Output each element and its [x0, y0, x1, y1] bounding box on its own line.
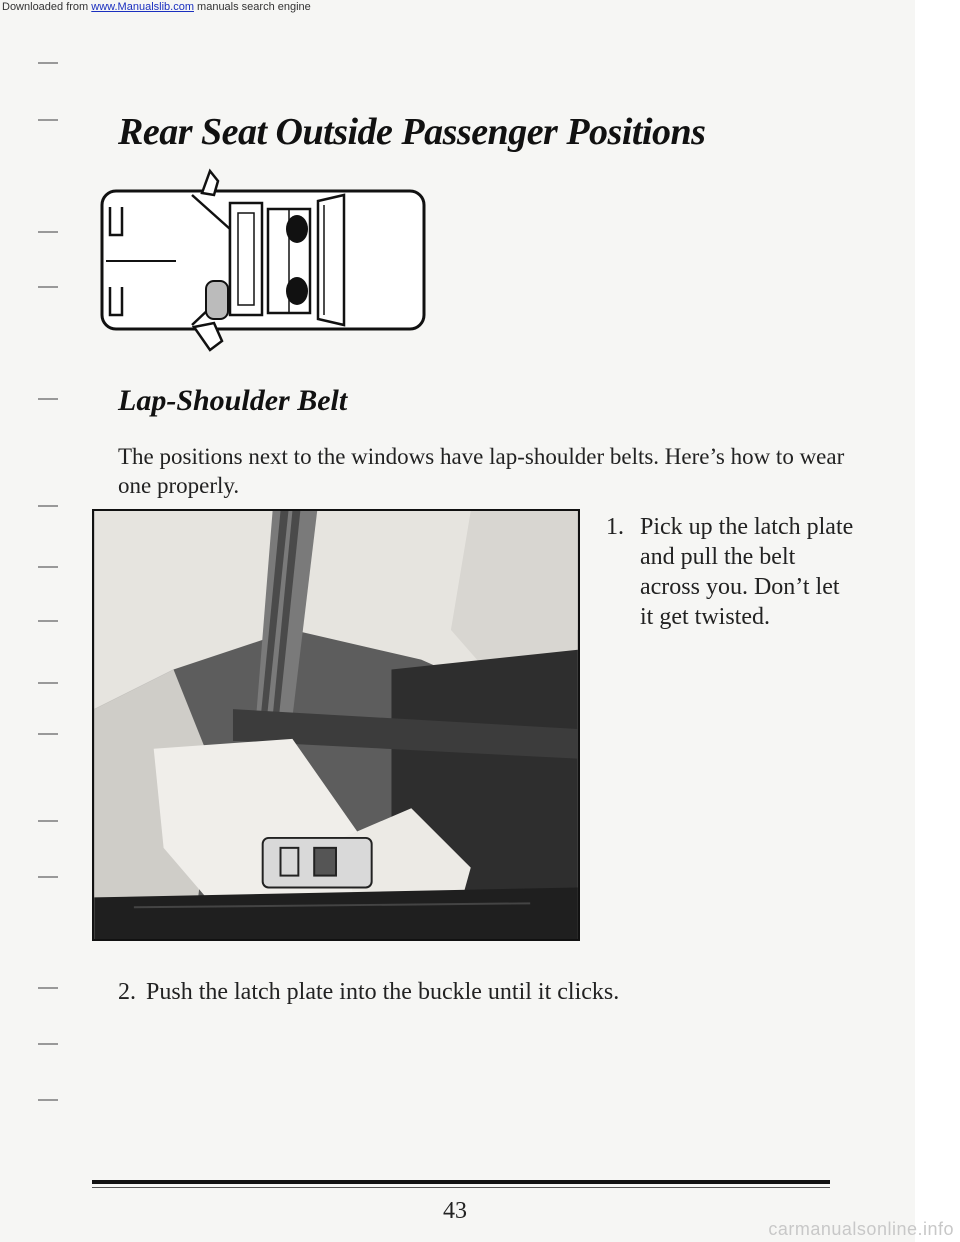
margin-mark: [38, 566, 58, 568]
margin-mark: [38, 1099, 58, 1101]
step-text: Push the latch plate into the buckle until it clicks.: [146, 979, 620, 1005]
car-seating-diagram: [98, 165, 430, 355]
page-number: 43: [443, 1198, 467, 1224]
seatbelt-photo: [92, 509, 580, 941]
seatbelt-illustration: [94, 511, 578, 939]
margin-mark: [38, 1043, 58, 1045]
step-1: [606, 512, 856, 632]
subsection-title: Lap-Shoulder Belt: [118, 384, 348, 417]
step-2: [118, 977, 619, 1007]
margin-mark: [38, 119, 58, 121]
margin-mark: [38, 733, 58, 735]
banner-prefix: Downloaded from: [2, 1, 92, 13]
step-number: 2.: [118, 979, 136, 1005]
manualslib-link[interactable]: www.Manualslib.com: [91, 1, 194, 13]
margin-mark: [38, 231, 58, 233]
margin-mark: [38, 876, 58, 878]
margin-mark: [38, 682, 58, 684]
watermark: carmanualsonline.info: [768, 1219, 954, 1239]
margin-mark: [38, 505, 58, 507]
margin-mark: [38, 398, 58, 400]
section-title: Rear Seat Outside Passenger Positions: [118, 111, 706, 153]
footer-rule-thin: [92, 1187, 830, 1188]
download-banner: [0, 0, 960, 14]
margin-mark: [38, 286, 58, 288]
margin-mark: [38, 62, 58, 64]
intro-paragraph: The positions next to the windows have lap-shoulder belts. Here’s how to wear one properly.: [118, 444, 845, 498]
margin-mark: [38, 820, 58, 822]
footer-rule: [92, 1180, 830, 1184]
banner-suffix: manuals search engine: [193, 1, 311, 13]
margin-mark: [38, 987, 58, 989]
margin-mark: [38, 620, 58, 622]
step-text: Pick up the latch plate and pull the belt across you. Don’t let it get twisted.: [640, 514, 854, 630]
step-number: 1.: [606, 514, 624, 540]
